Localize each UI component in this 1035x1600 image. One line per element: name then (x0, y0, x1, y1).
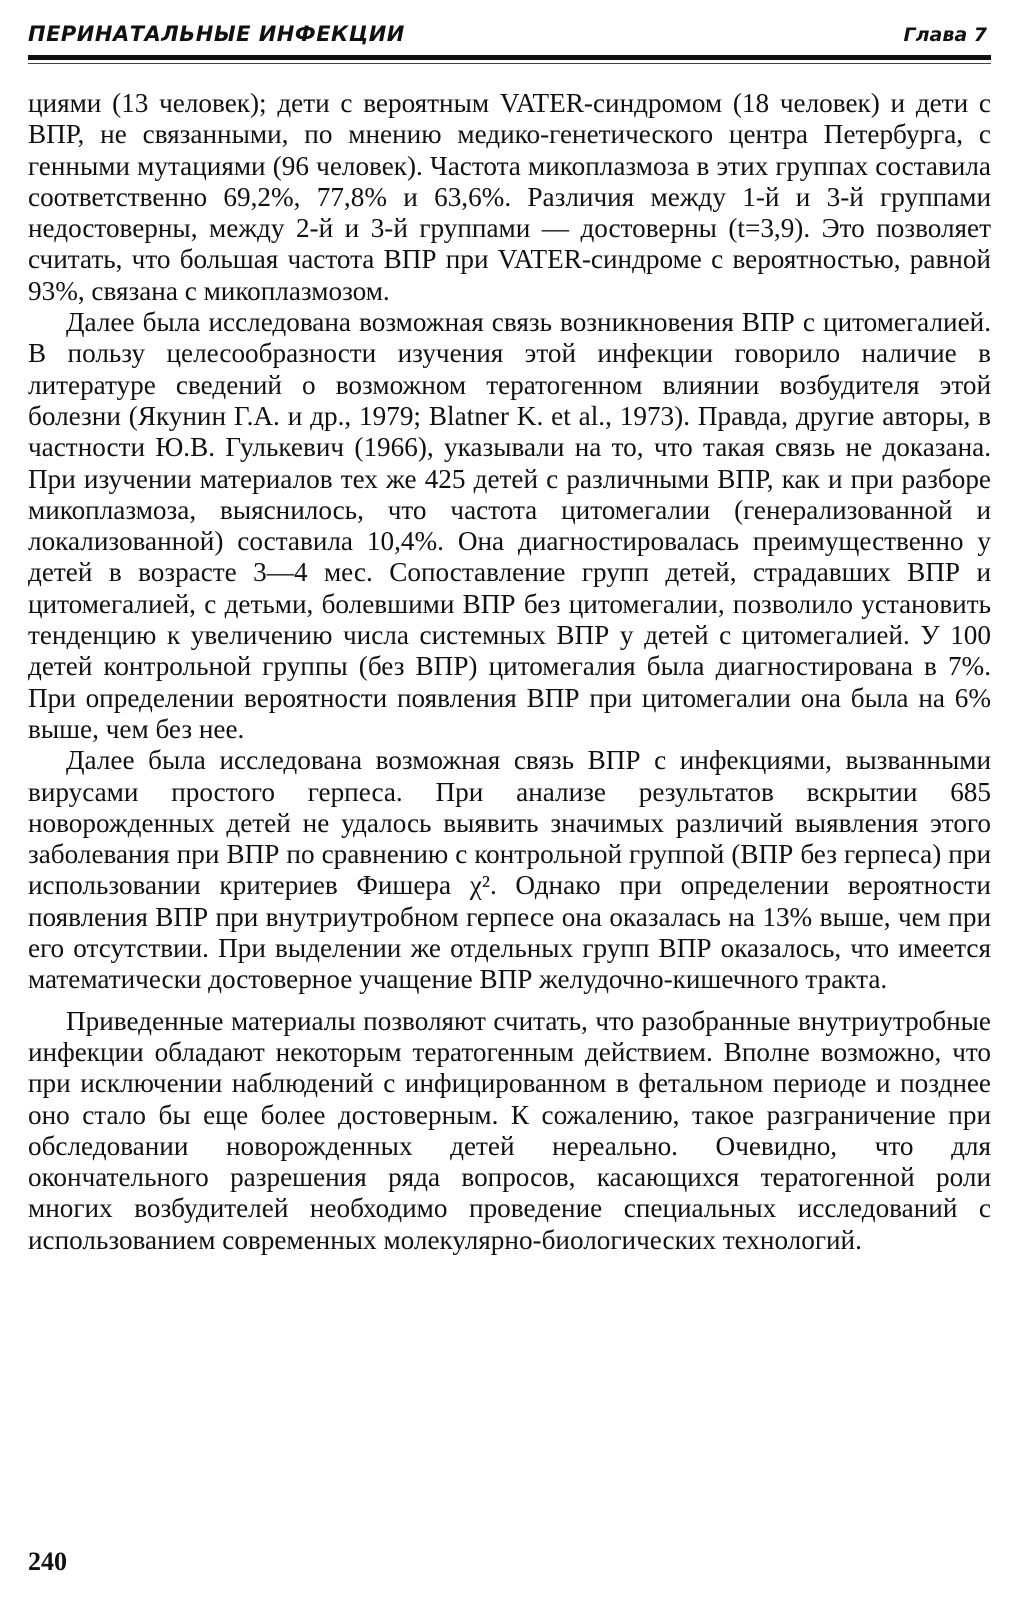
paragraph-4: Приведенные материалы позволяют считать, что разобранные внутриутробные инфекции обладают некоторым тератогенным действием. Вполне возможно, что при исключении наблюдений с инфицированном в фетальном периоде и позднее оно стало бы еще более достоверным. К сожалению, такое разграничение при обследовании новорожденных детей нереально. Очевидно, что для окончательного разрешения ряда вопросов, касающихся тератогенной роли многих возбудителей необходимо проведение специальных исследований с использованием современных молекулярно-биологических технологий. (28, 1005, 991, 1255)
paragraph-3: Далее была исследована возможная связь ВПР с инфекциями, вызванными вирусами простого герпеса. При анализе результатов вскрытии 685 новорожденных детей не удалось выявить значимых различий выявления этого заболевания при ВПР по сравнению с контрольной группой (ВПР без герпеса) при использовании критериев Фишера χ². Однако при определении вероятности появления ВПР при внутриутробном герпесе она оказалась на 13% выше, чем при его отсутствии. При выделении же отдельных групп ВПР оказалось, что имеется математически достоверное учащение ВПР желудочно-кишечного тракта. (28, 745, 991, 995)
paragraph-1: циями (13 человек); дети с вероятным VATER-синдромом (18 человек) и дети с ВПР, не связанными, по мнению медико-генетического центра Петербурга, с генными мутациями (96 человек). Частота микоплазмоза в этих группах составила соответственно 69,2%, 77,8% и 63,6%. Различия между 1-й и 3-й группами недостоверны, между 2-й и 3-й группами — достоверны (t=3,9). Это позволяет считать, что большая частота ВПР при VATER-синдроме с вероятностью, равной 93%, связана с микоплазмозом. (28, 88, 991, 306)
running-header (28, 22, 991, 50)
body-text (28, 88, 991, 1256)
page-number: 240 (28, 1547, 67, 1576)
header-title: ПЕРИНАТАЛЬНЫЕ ИНФЕКЦИИ (28, 22, 405, 46)
header-rule (28, 55, 991, 60)
header-rule-thin (28, 63, 991, 64)
paragraph-2: Далее была исследована возможная связь возникновения ВПР с цитомегалией. В пользу целесообразности изучения этой инфекции говорило наличие в литературе сведений о возможном тератогенном влиянии возбудителя этой болезни (Якунин Г.А. и др., 1979; Blatner K. et al., 1973). Правда, другие авторы, в частности Ю.В. Гулькевич (1966), указывали на то, что такая связь не доказана. При изучении материалов тех же 425 детей с различными ВПР, как и при разборе микоплазмоза, выяснилось, что частота цитомегалии (генерализованной и локализованной) составила 10,4%. Она диагностировалась преимущественно у детей в возрасте 3—4 мес. Сопоставление групп детей, страдавших ВПР и цитомегалией, с детьми, болевшими ВПР без цитомегалии, позволило установить тенденцию к увеличению числа системных ВПР у детей с цитомегалией. У 100 детей контрольной группы (без ВПР) цитомегалия была диагностирована в 7%. При определении вероятности появления ВПР при цитомегалии она была на 6% выше, чем без нее. (28, 307, 991, 744)
header-chapter: Глава 7 (903, 24, 987, 46)
